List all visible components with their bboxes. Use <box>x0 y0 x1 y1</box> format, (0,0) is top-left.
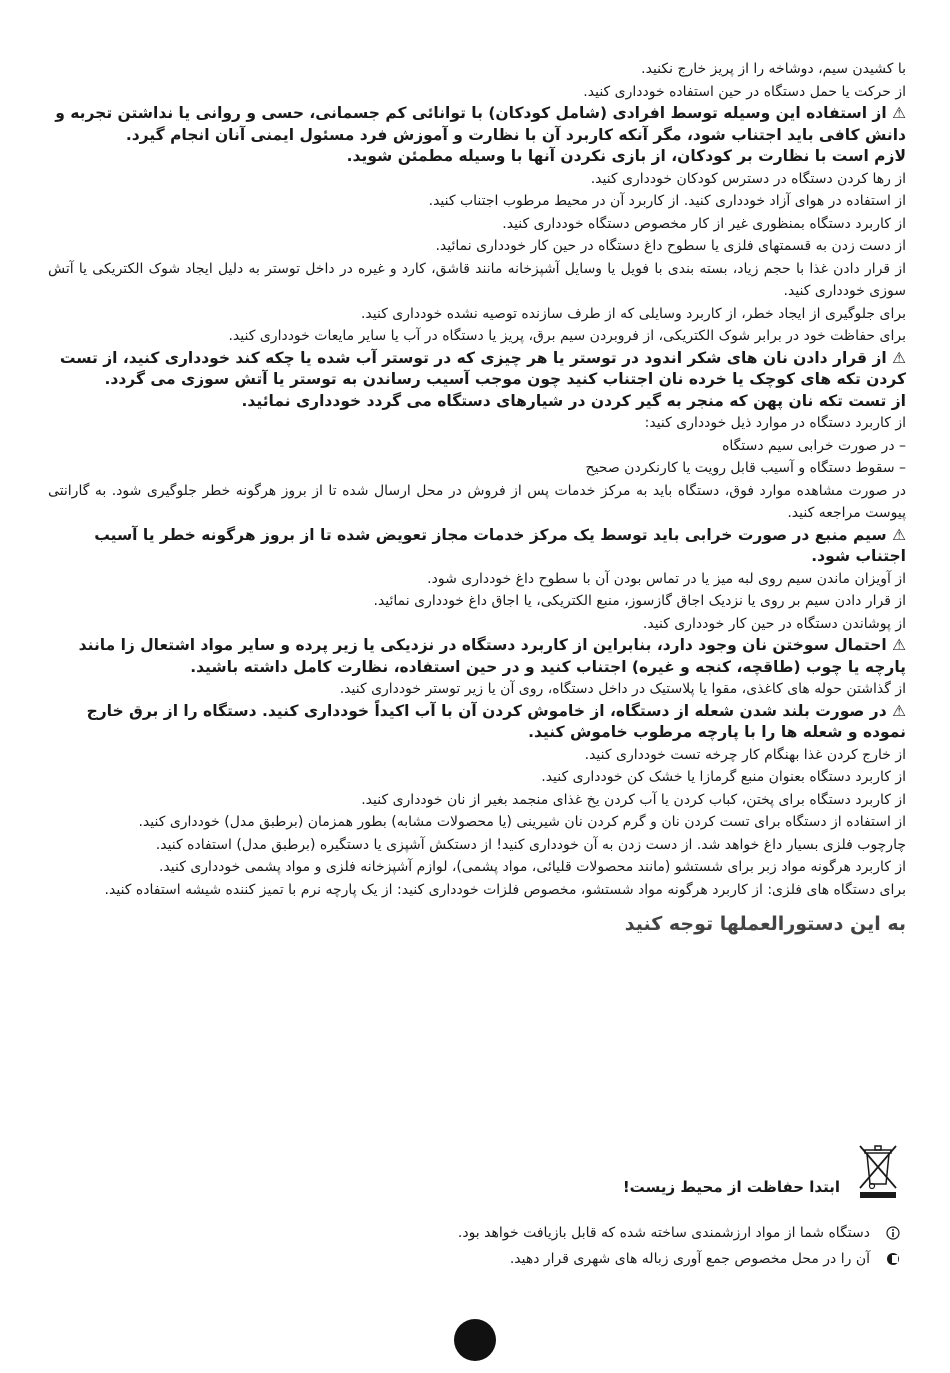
warning-icon: ⚠ <box>892 348 906 367</box>
paragraph: لازم است با نظارت بر کودکان، از بازی نکردن آنها با وسیله مطمئن شوید. <box>346 147 906 165</box>
paragraph: از استفاده از دستگاه برای تست کردن نان و گرم کردن نان شیرینی (یا محصولات مشابه) بطور همزمان (برطبق مدل) خودداری کنید. <box>138 814 906 830</box>
environment-list <box>458 1220 900 1272</box>
paragraph: از کاربرد دستگاه بعنوان منبع گرمازا یا خشک کن خودداری کنید. <box>541 769 906 785</box>
list-item: – سقوط دستگاه و آسیب قابل رویت یا کارنکردن صحیح <box>585 460 906 476</box>
list-item <box>458 1246 900 1272</box>
collection-point-icon <box>886 1252 900 1266</box>
paragraph: از آویزان ماندن سیم روی لبه میز یا در تماس بودن آن با سطوح داغ خودداری شود. <box>427 570 906 587</box>
paragraph: از خارج کردن غذا بهنگام کار چرخه تست خودداری کنید. <box>584 746 906 763</box>
list-item: – در صورت خرابی سیم دستگاه <box>722 437 906 454</box>
warning-icon: ⚠ <box>892 525 906 544</box>
list-item-text: دستگاه شما از مواد ارزشمندی ساخته شده که قابل بازیافت خواهد بود. <box>457 1225 870 1241</box>
paragraph: از دست زدن به قسمتهای فلزی یا سطوح داغ دستگاه در حین کار خودداری نمائید. <box>435 238 906 254</box>
paragraph: از گذاشتن حوله های کاغذی، مقوا یا پلاستیک در داخل دستگاه، روی آن یا زیر توستر خودداری کنید. <box>339 681 906 697</box>
paragraph: از رها کردن دستگاه در دسترس کودکان خودداری کنید. <box>590 170 906 187</box>
section-subtitle: به این دستورالعملها توجه کنید <box>624 913 906 935</box>
paragraph: چارچوب فلزی بسیار داغ خواهد شد. از دست زدن به آن خودداری کنید! از دستکش آشپزی یا دستگیره (برطبق مدل) استفاده کنید. <box>155 836 906 853</box>
crossed-out-bin-icon <box>856 1142 900 1200</box>
paragraph: از تست تکه نان پهن که منجر به گیر کردن در شیارهای دستگاه می گردد خودداری نمائید. <box>241 391 906 410</box>
warning-paragraph: ⚠ سیم منبع در صورت خرابی باید توسط یک مرکز خدمات مجاز تعویض شده تا از بروز هرگونه خطر یا آسیب اجتناب شود. <box>94 525 906 565</box>
warning-icon: ⚠ <box>892 701 906 720</box>
paragraph: از کاربرد هرگونه مواد زبر برای شستشو (مانند محصولات قلیائی، مواد پشمی)، لوازم آشپزخانه فلزی و مواد پشمی خودداری کنید. <box>158 859 906 875</box>
paragraph: از کاربرد دستگاه در موارد ذیل خودداری کنید: <box>644 415 906 431</box>
paragraph: برای حفاظت خود در برابر شوک الکتریکی، از فروبردن سیم برق، پریز یا دستگاه در آب یا سایر مایعات خودداری کنید. <box>228 328 906 344</box>
paragraph: برای جلوگیری از ایجاد خطر، از کاربرد وسایلی که از طرف سازنده توصیه نشده خودداری کنید. <box>360 305 906 322</box>
paragraph: از حرکت یا حمل دستگاه در حین استفاده خودداری کنید. <box>583 83 906 100</box>
paragraph: در صورت مشاهده موارد فوق، دستگاه باید به مرکز خدمات پس از فروش در محل ارسال شده تا از بروز هرگونه خطر جلوگیری شود. به گارانتی پیوست مراجعه کنید. <box>48 482 906 521</box>
environment-header <box>623 1142 900 1200</box>
paragraph: از قرار دادن سیم بر روی یا نزدیک اجاق گازسوز، منبع الکتریکی، یا اجاق داغ خودداری نمائید. <box>373 593 906 609</box>
list-item <box>458 1220 900 1246</box>
paragraph: از پوشاندن دستگاه در حین کار خودداری کنید. <box>642 615 906 632</box>
paragraph: برای دستگاه های فلزی: از کاربرد هرگونه مواد شستشو، مخصوص فلزات خودداری کنید: از یک پارچه نرم با تمیز کننده شیشه استفاده کنید. <box>104 881 906 898</box>
paragraph: از کاربرد دستگاه بمنظوری غیر از کار مخصوص دستگاه خودداری کنید. <box>502 215 906 232</box>
page-marker <box>454 1319 496 1361</box>
warning-icon: ⚠ <box>892 104 906 122</box>
recycle-info-icon <box>886 1226 900 1240</box>
warning-paragraph: ⚠ در صورت بلند شدن شعله از دستگاه، از خاموش کردن آن با آب اکیداً خودداری کنید. دستگاه را از برق خارج نموده و شعله ها را با پارچه مرطوب خاموش کنید. <box>86 701 906 741</box>
paragraph: از استفاده در هوای آزاد خودداری کنید. از کاربرد آن در محیط مرطوب اجتناب کنید. <box>428 193 906 209</box>
paragraph: از کاربرد دستگاه برای پختن، کباب کردن یا آب کردن یخ غذای منجمد بغیر از نان خودداری کنید. <box>361 791 906 808</box>
warning-icon: ⚠ <box>892 636 906 654</box>
warning-paragraph: ⚠ از قرار دادن نان های شکر اندود در توستر یا هر چیزی که در توستر آب شده یا چکه کند خودداری کنید، از تست کردن تکه های کوچک یا خرده نان اجتناب کنید چون موجب آسیب رساندن به توستر یا آتش سوزی می گردد. <box>59 348 906 388</box>
warning-paragraph: ⚠ از استفاده این وسیله توسط افرادی (شامل کودکان) با توانائی کم جسمانی، حسی و روانی یا نداشتن تجربه و دانش کافی باید اجتناب شود، مگر آنکه کاربرد آن با نظارت و آموزش فرد مسئول ایمنی آنان انجام گیرد. <box>55 104 906 144</box>
safety-instructions <box>48 58 906 935</box>
paragraph: از قرار دادن غذا با حجم زیاد، بسته بندی با فویل یا وسایل آشپزخانه مانند قاشق، کارد و غیره در داخل توستر به دلیل ایجاد شوک الکتریکی یا آتش سوزی خودداری کنید. <box>48 260 906 299</box>
list-item-text: آن را در محل مخصوص جمع آوری زباله های شهری قرار دهید. <box>509 1251 870 1267</box>
warning-paragraph: ⚠ احتمال سوختن نان وجود دارد، بنابراین از کاربرد دستگاه در نزدیکی یا زیر پرده و سایر مواد اشتعال زا مانند پارچه یا چوب (طاقچه، کنجه و غیره) اجتناب کنید و در حین استفاده، نظارت کامل داشته باشید. <box>78 636 906 676</box>
paragraph: با کشیدن سیم، دوشاخه را از پریز خارج نکنید. <box>641 61 906 77</box>
environment-title: ابتدا حفاظت از محیط زیست! <box>622 1178 840 1196</box>
